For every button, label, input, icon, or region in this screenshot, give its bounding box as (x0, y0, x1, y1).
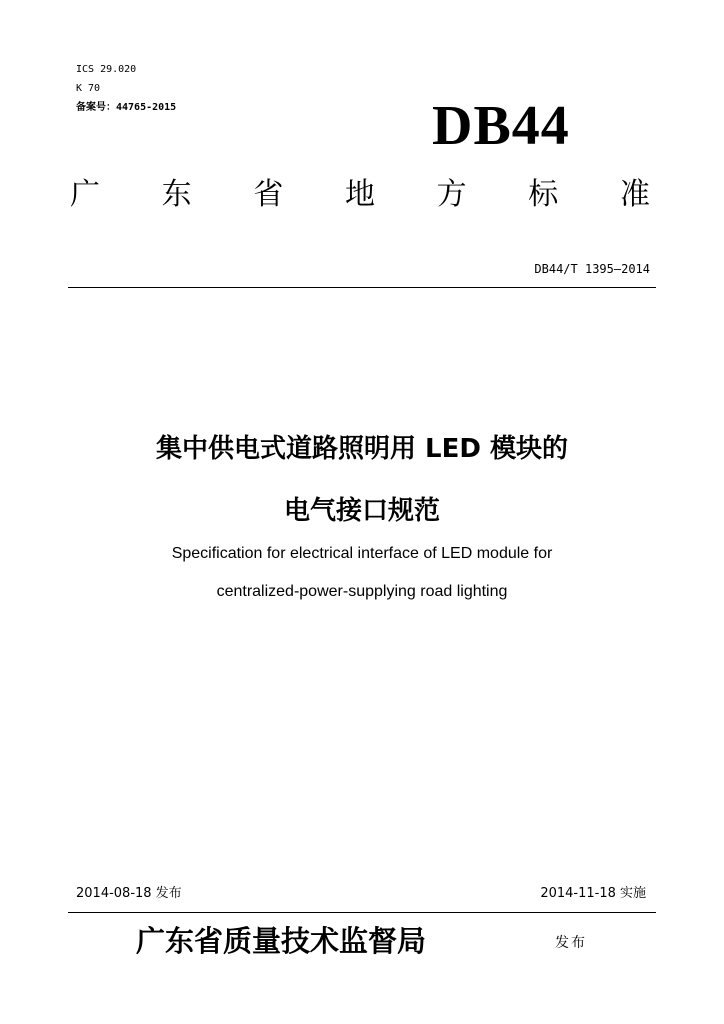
publisher-name: 广东省质量技术监督局 (136, 924, 427, 958)
ics-code: ICS 29.020 (76, 64, 137, 75)
standard-type-char: 方 (436, 177, 467, 212)
chinese-title-line-1: 集中供电式道路照明用 LED 模块的 (155, 434, 568, 464)
standard-type-char: 地 (344, 177, 375, 212)
chinese-title-line-2: 电气接口规范 (283, 496, 440, 526)
publish-label: 发布 (555, 935, 587, 951)
bottom-divider (68, 912, 656, 913)
standard-type-char: 标 (528, 177, 559, 212)
issue-date: 2014-08-18 发布 (76, 886, 182, 901)
standard-type-char: 广 (70, 177, 100, 212)
standard-type-char: 准 (619, 177, 650, 212)
english-title-line-2: centralized-power-supplying road lighting (216, 583, 508, 600)
standard-type-char: 省 (253, 177, 284, 212)
filing-number: 备案号：44765-2015 (76, 102, 177, 113)
standard-number: DB44/T 1395—2014 (534, 262, 650, 276)
db44-logo: DB44 (432, 95, 570, 157)
standard-type-heading (70, 175, 650, 215)
english-title-line-1: Specification for electrical interface of LED module for (171, 545, 553, 562)
top-divider (68, 287, 656, 288)
classification-code: K 70 (76, 83, 101, 94)
implementation-date: 2014-11-18 实施 (540, 886, 646, 901)
standard-type-char: 东 (161, 177, 192, 212)
